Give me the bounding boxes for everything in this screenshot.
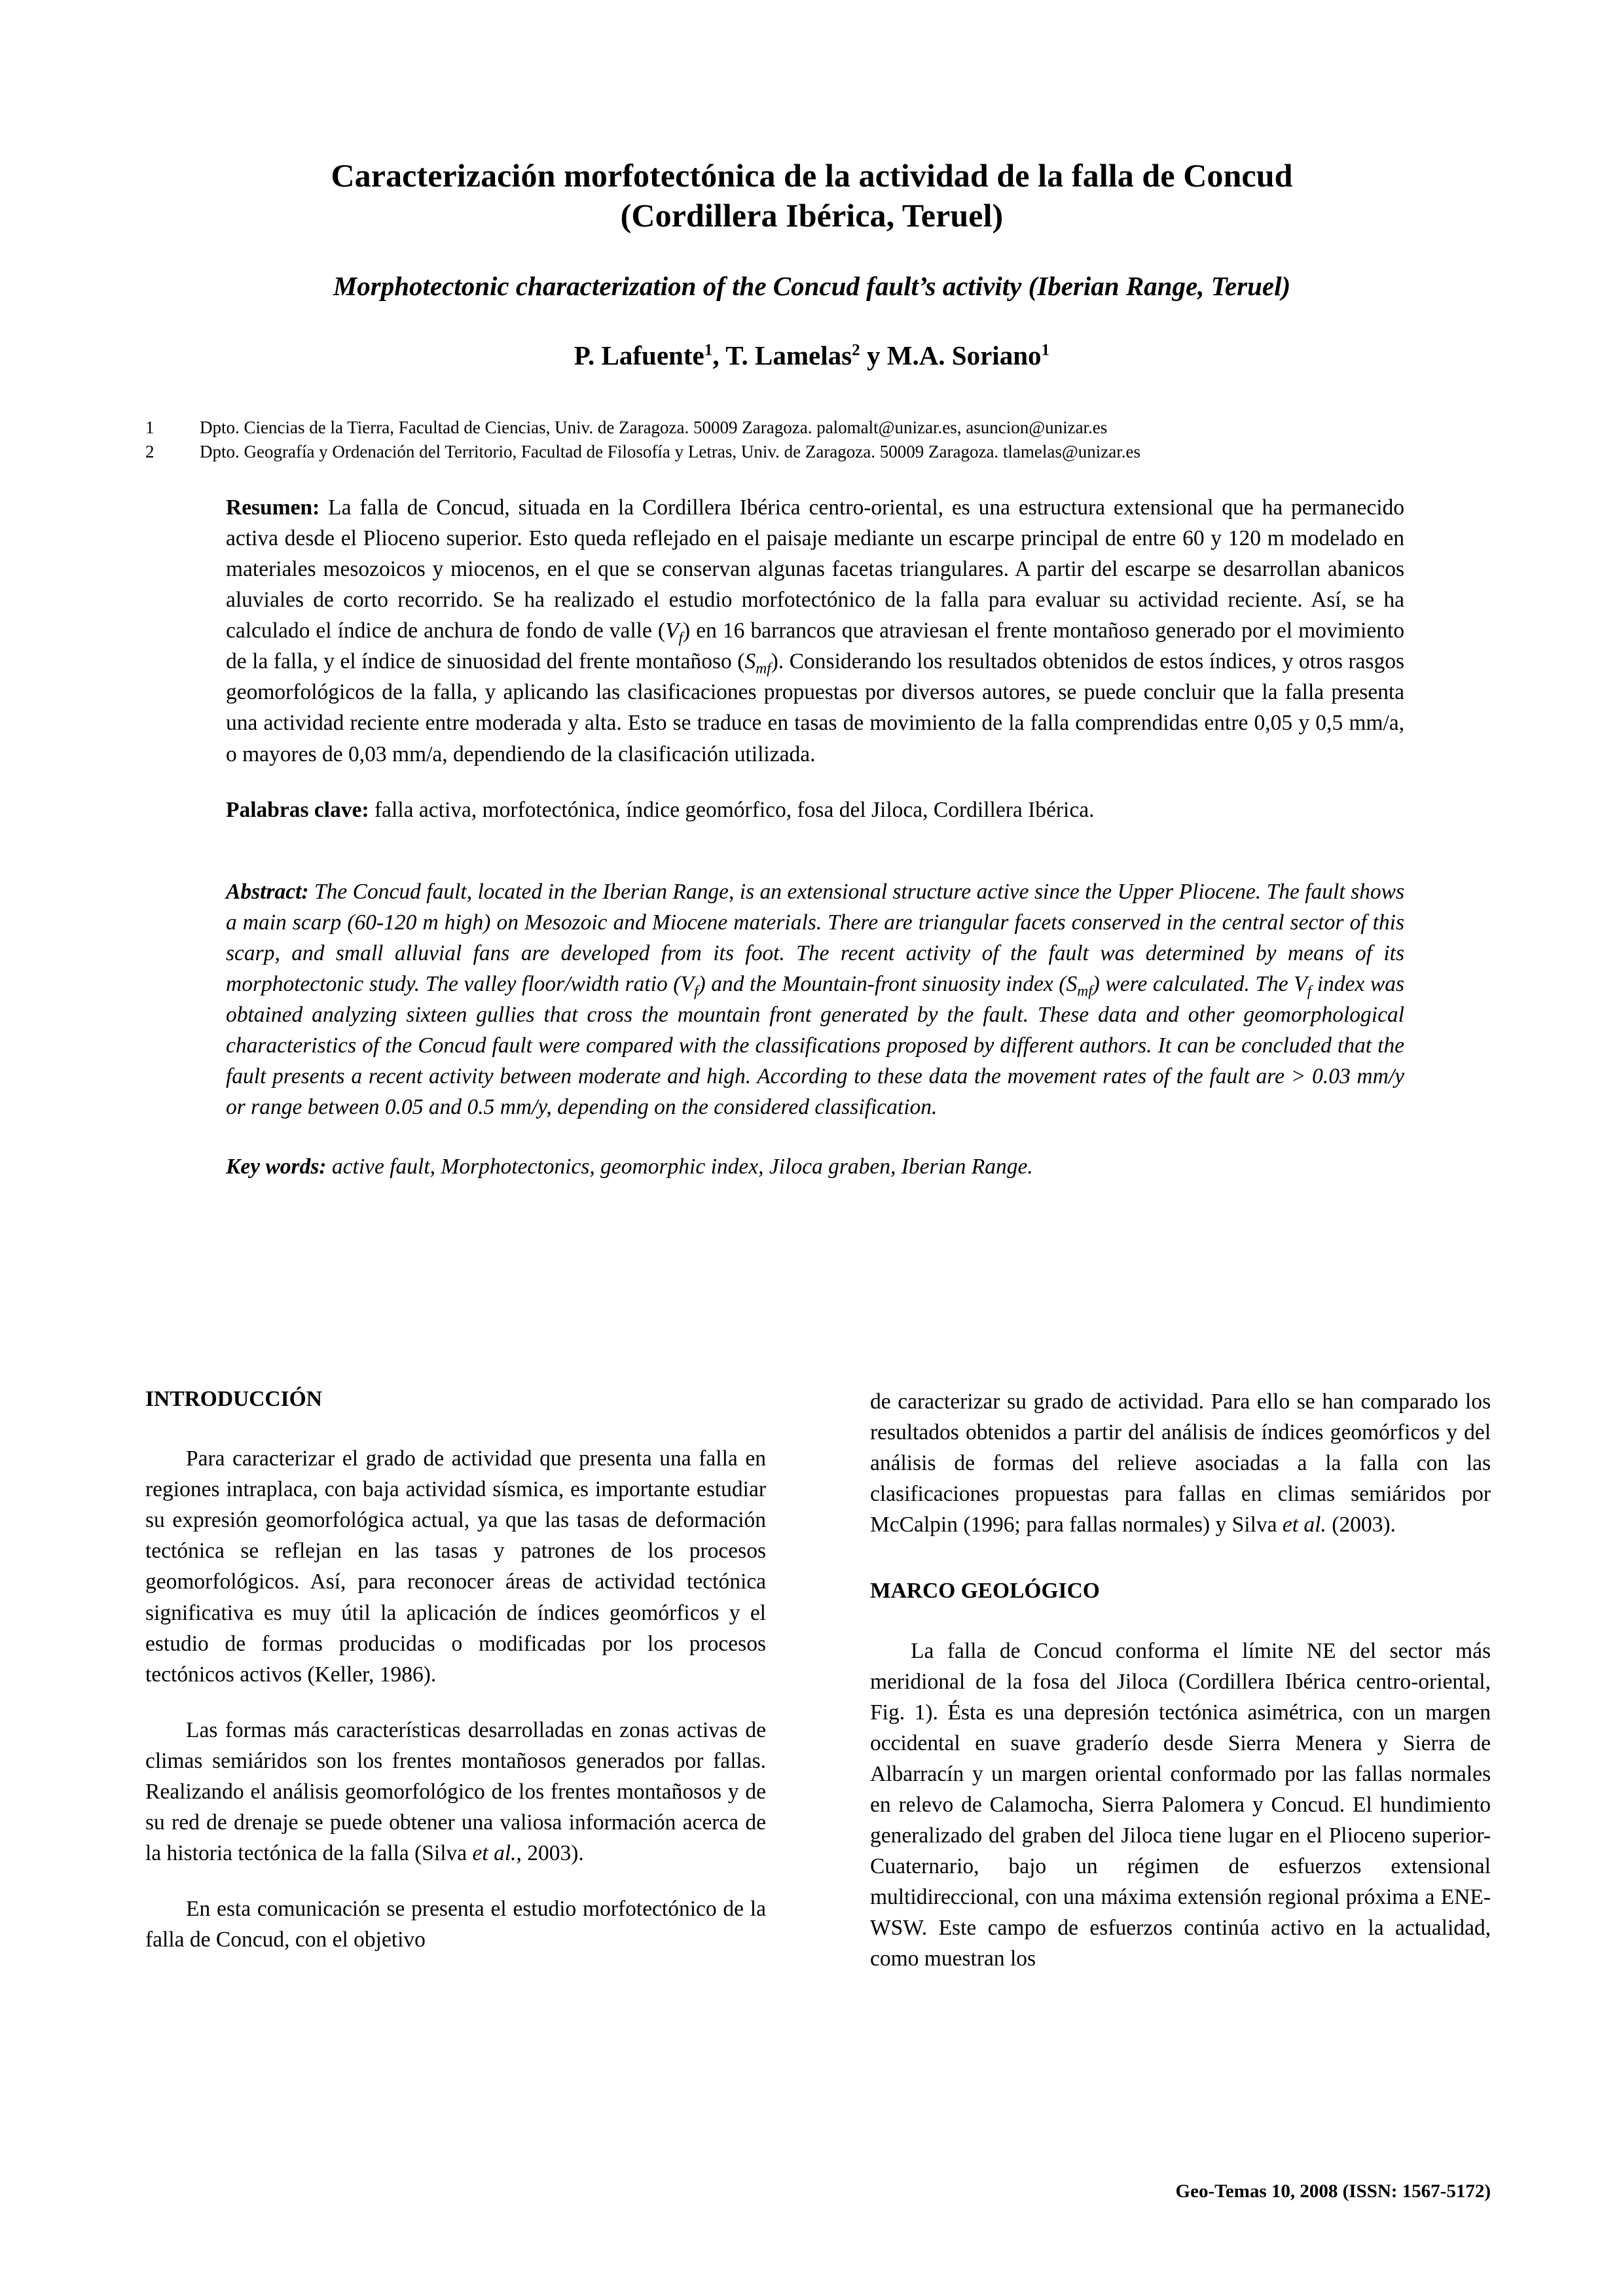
spacer [226,825,1404,876]
spacer [145,1690,766,1715]
citation-et-al: et al. [1282,1513,1326,1537]
key-words-text: active fault, Morphotectonics, geomorphic index, Jiloca graben, Iberian Range. [326,1155,1033,1179]
symbol-smf [1066,971,1093,1000]
author-separator-1: , [712,340,726,371]
abstract-paragraph [226,876,1404,1123]
spacer [145,1412,766,1443]
intro-paragraph-3-continued [870,1386,1491,1540]
symbol-smf-base: S [1066,971,1078,996]
symbol-vf-base: V [680,971,694,996]
title-translated: Morphotectonic characterization of the Concud fault’s activity (Iberian Range, Teruel) [333,271,1291,301]
affiliation-text: Dpto. Geografía y Ordenación del Territorio, Facultad de Filosofía y Letras, Univ. de Zaragoza. 50009 Zaragoza. tlamelas@unizar.es [200,441,1140,461]
resumen-paragraph [226,492,1404,770]
author-3-name: M.A. Soriano [886,340,1042,371]
abstract-label: Abstract: [226,879,309,904]
page-title [196,156,1427,236]
author-1-affiliation-marker: 1 [704,340,713,359]
affiliation-number: 2 [145,441,155,461]
palabras-clave-label: Palabras clave: [226,797,369,822]
abstract-text-2: ) and the Mountain-front sinuosity index ( [698,971,1067,996]
intro-paragraph-2 [145,1715,766,1869]
page-footer: Geo-Temas 10, 2008 (ISSN: 1567-5172) [1175,2181,1491,2202]
column-left [145,1386,766,1955]
symbol-smf [744,649,771,677]
column-right [870,1386,1491,1974]
author-separator-2: y [860,340,887,371]
symbol-smf-sub: mf [1077,982,1093,1000]
symbol-vf [665,619,684,647]
resumen-text-2: ) en 16 barrancos que atraviesan el frente montañoso generado por el movimiento de la falla, y el índice de sinuosidad del frente montañoso ( [226,619,1405,674]
affiliation-row [145,416,1487,440]
symbol-vf-sub: f [693,982,699,1000]
abstract-area [226,492,1404,1182]
intro-paragraph-1: Para caracterizar el grado de actividad que presenta una falla en regiones intraplaca, con baja actividad sísmica, es importante estudiar su expresión geomorfológica actual, ya que las tasas de deformación tectónica se reflejan en las tasas y patrones de los procesos geomorfológicos. Así, para reconocer áreas de actividad tectónica significativa es muy útil la aplicación de índices geomórficos y el estudio de formas producidas o modificadas por los procesos tectónicos activos (Keller, 1986). [145,1446,766,1687]
abstract-text-4: index was obtained analyzing sixteen gullies that cross the mountain front generated by the fault. These data and other geomorphological characteristics of the Concud fault were compared with the classifications proposed by different authors. It can be concluded that the fault presents a recent activity between moderate and high. According to these data the movement rates of the fault are > 0.03 mm/y or range between 0.05 and 0.5 mm/y, depending on the considered classification. [226,971,1405,1120]
resumen-label: Resumen: [226,495,320,520]
spacer [145,1869,766,1893]
symbol-vf-sub: f [1307,982,1312,1000]
symbol-smf-sub: mf [756,660,771,677]
title-block [196,156,1427,372]
spacer [226,1122,1404,1151]
palabras-clave-paragraph [226,795,1404,825]
symbol-vf-sub: f [678,629,684,647]
title-line-2: (Cordillera Ibérica, Teruel) [620,197,1004,234]
author-2-name: T. Lamelas [725,340,852,371]
resumen-text-3: ). Considerando los resultados obtenidos de estos índices, y otros rasgos geomorfológicos de la falla, y aplicando las clasificaciones propuestas por diversos autores, se puede concluir que la falla presenta una actividad reciente entre moderada y alta. Esto se traduce en tasas de movimiento de la falla comprendidas entre 0,05 y 0,5 mm/a, o mayores de 0,03 mm/a, dependiendo de la clasificación utilizada. [226,649,1405,766]
affiliation-list [145,416,1487,463]
spacer [870,1605,1491,1636]
intro-paragraph-2-post: , 2003). [516,1840,584,1865]
citation-et-al: et al. [472,1840,517,1865]
symbol-vf [680,971,699,1000]
author-3-affiliation-marker: 1 [1041,340,1050,359]
key-words-paragraph [226,1151,1404,1182]
author-1-name: P. Lafuente [574,340,704,371]
right-paragraph-1-pre: de caracterizar su grado de actividad. Para ello se han comparado los resultados obtenidos a partir del análisis de índices geomórficos y del análisis de formas del relieve asociadas a la falla con las clasificaciones propuestas para fallas en climas semiáridos por McCalpin (1996; para fallas normales) y Silva [870,1390,1491,1537]
author-list [196,340,1427,372]
symbol-vf [1294,971,1312,1000]
intro-paragraph-2-pre: Las formas más características desarrolladas en zonas activas de climas semiáridos son los frentes montañosos generados por fallas. Realizando el análisis geomorfológico de los frentes montañosos y de su red de drenaje se puede obtener una valiosa información acerca de la historia tectónica de la falla (Silva [145,1717,766,1865]
spacer [226,770,1404,795]
section-heading-introduccion: INTRODUCCIÓN [145,1387,322,1411]
symbol-smf-base: S [744,649,756,674]
title-line-1: Caracterización morfotectónica de la actividad de la falla de Concud [331,157,1293,194]
author-2-affiliation-marker: 2 [852,340,860,359]
affiliation-number: 1 [145,418,155,437]
affiliation-row [145,440,1487,464]
section-heading-marco-geologico: MARCO GEOLÓGICO [870,1579,1100,1604]
intro-paragraph-3: En esta comunicación se presenta el estudio morfotectónico de la falla de Concud, con el objetivo [145,1897,766,1952]
marco-geologico-paragraph-1: La falla de Concud conforma el límite NE del sector más meridional de la fosa del Jiloca (Cordillera Ibérica centro-oriental, Fig. 1). Ésta es una depresión tectónica asimétrica, con un margen occidental en suave graderío desde Sierra Menera y Sierra de Albarracín y un margen oriental conformado por las fallas normales en relevo de Calamocha, Sierra Palomera y Concud. El hundimiento generalizado del graben del Jiloca tiene lugar en el Plioceno superior-Cuaternario, bajo un régimen de esfuerzos extensional multidireccional, con una máxima extensión regional próxima a ENE-WSW. Este campo de esfuerzos continúa activo en la actualidad, como muestran los [870,1638,1491,1971]
resumen-text-1: La falla de Concud, situada en la Cordillera Ibérica centro-oriental, es una estructura extensional que ha permanecido activa desde el Plioceno superior. Esto queda reflejado en el paisaje mediante un escarpe principal de entre 60 y 120 m modelado en materiales mesozoicos y miocenos, en el que se conservan algunas facetas triangulares. A partir del escarpe se desarrollan abanicos aluviales de corto recorrido. Se ha realizado el estudio morfotectónico de la falla para evaluar su actividad reciente. Así, se ha calculado el índice de anchura de fondo de valle ( [226,495,1404,643]
abstract-text-3: ) were calculated. The [1092,971,1294,996]
symbol-vf-base: V [665,619,679,643]
abstract-text-1: The Concud fault, located in the Iberian Range, is an extensional structure active since the Upper Pliocene. The fault shows a main scarp (60-120 m high) on Mesozoic and Miocene materials. There are triangular facets conserved in the central sector of this scarp, and small alluvial fans are developed from its foot. The recent activity of the fault was determined by means of its morphotectonic study. The valley floor/width ratio ( [226,879,1404,996]
palabras-clave-text: falla activa, morfotectónica, índice geomórfico, fosa del Jiloca, Cordillera Ibérica. [369,797,1095,822]
right-paragraph-1-post: (2003). [1326,1513,1396,1537]
key-words-label: Key words: [226,1155,327,1179]
affiliation-text: Dpto. Ciencias de la Tierra, Facultad de Ciencias, Univ. de Zaragoza. 50009 Zaragoza. palomalt@unizar.es, asuncion@unizar.es [200,418,1108,437]
spacer [870,1540,1491,1578]
body-columns [145,1386,1491,2145]
symbol-vf-base: V [1294,971,1307,996]
